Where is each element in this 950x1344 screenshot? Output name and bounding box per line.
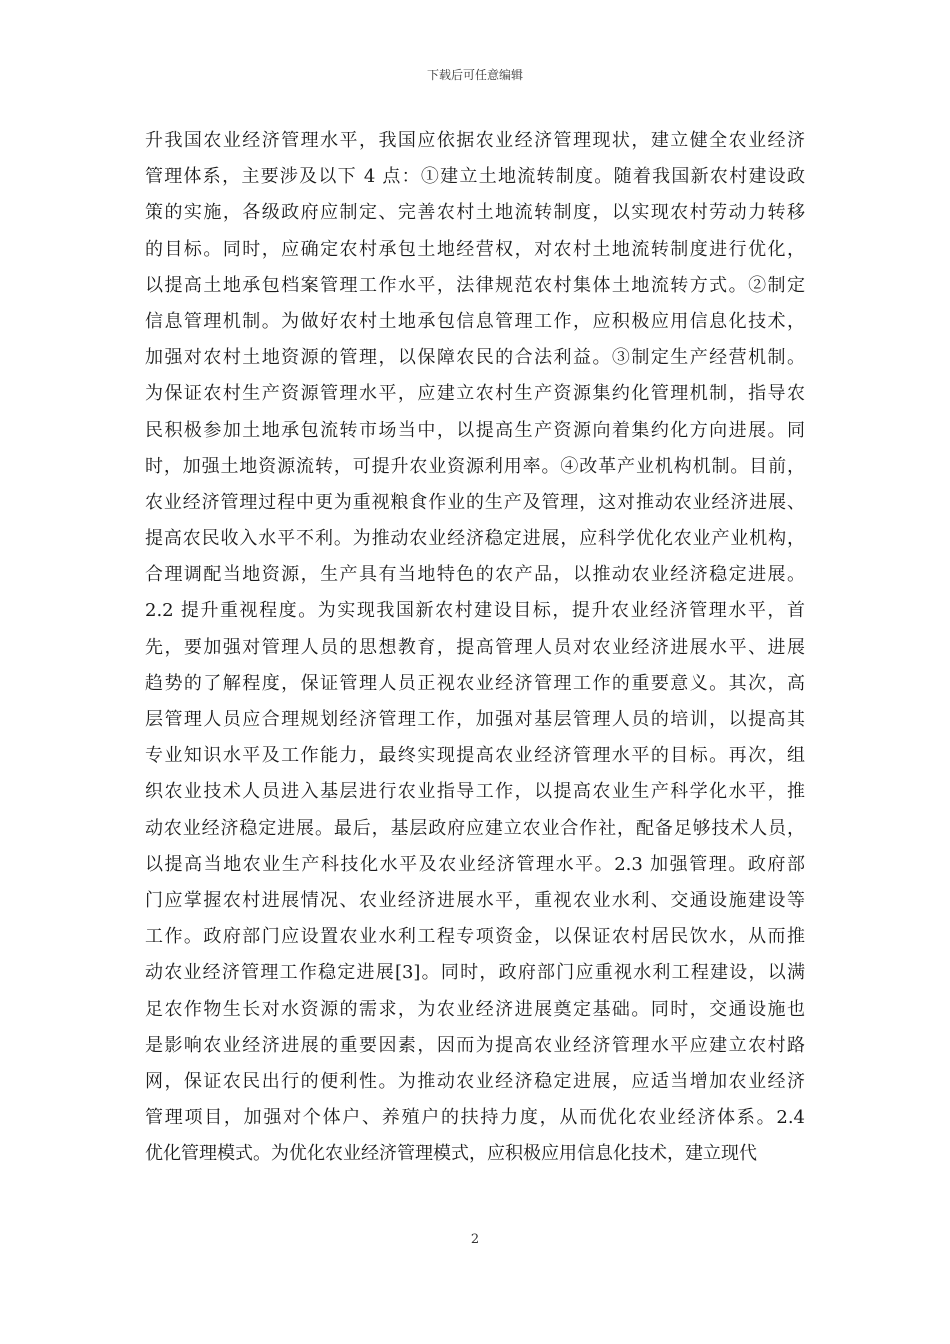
text-line: 是影响农业经济进展的重要因素，因而为提高农业经济管理水平应建立农村路 (145, 1034, 805, 1056)
text-line: 民积极参加土地承包流转市场当中，以提高生产资源向着集约化方向进展。同 (145, 419, 805, 441)
text-line: 优化管理模式。为优化农业经济管理模式，应积极应用信息化技术，建立现代 (145, 1143, 757, 1165)
text-line: 2.2 提升重视程度。为实现我国新农村建设目标，提升农业经济管理水平，首 (145, 600, 805, 622)
text-line: 管理项目，加强对个体户、养殖户的扶持力度，从而优化农业经济体系。2.4 (145, 1107, 805, 1129)
text-line: 足农作物生长对水资源的需求，为农业经济进展奠定基础。同时，交通设施也 (145, 998, 805, 1020)
text-line: 合理调配当地资源，生产具有当地特色的农产品，以推动农业经济稳定进展。 (145, 564, 805, 586)
text-line: 网，保证农民出行的便利性。为推动农业经济稳定进展，应适当增加农业经济 (145, 1070, 805, 1092)
text-line: 提高农民收入水平不利。为推动农业经济稳定进展，应科学优化农业产业机构， (145, 528, 805, 550)
text-line: 农业经济管理过程中更为重视粮食作业的生产及管理，这对推动农业经济进展、 (145, 491, 805, 513)
text-line: 趋势的了解程度，保证管理人员正视农业经济管理工作的重要意义。其次，高 (145, 672, 805, 694)
text-line: 工作。政府部门应设置农业水利工程专项资金，以保证农村居民饮水，从而推 (145, 926, 805, 948)
text-line: 管理体系，主要涉及以下 4 点：①建立土地流转制度。随着我国新农村建设政 (145, 166, 805, 188)
text-line: 信息管理机制。为做好农村土地承包信息管理工作，应积极应用信息化技术， (145, 310, 805, 332)
body-text (145, 123, 805, 1172)
text-line: 门应掌握农村进展情况、农业经济进展水平，重视农业水利、交通设施建设等 (145, 889, 805, 911)
text-line: 的目标。同时，应确定农村承包土地经营权，对农村土地流转制度进行优化， (145, 238, 805, 260)
page-header-note: 下载后可任意编辑 (426, 68, 523, 82)
text-line: 加强对农村土地资源的管理，以保障农民的合法利益。③制定生产经营机制。 (145, 347, 805, 369)
text-line: 动农业经济管理工作稳定进展[3]。同时，政府部门应重视水利工程建设，以满 (145, 962, 805, 984)
text-line: 先，要加强对管理人员的思想教育，提高管理人员对农业经济进展水平、进展 (145, 636, 805, 658)
text-line: 层管理人员应合理规划经济管理工作，加强对基层管理人员的培训，以提高其 (145, 709, 805, 730)
text-line: 以提高当地农业生产科技化水平及农业经济管理水平。2.3 加强管理。政府部 (145, 853, 805, 875)
text-line: 为保证农村生产资源管理水平，应建立农村生产资源集约化管理机制，指导农 (145, 383, 805, 405)
text-line: 动农业经济稳定进展。最后，基层政府应建立农业合作社，配备足够技术人员， (145, 817, 805, 839)
text-line: 时，加强土地资源流转，可提升农业资源利用率。④改革产业机构机制。目前， (145, 455, 805, 477)
text-line: 专业知识水平及工作能力，最终实现提高农业经济管理水平的目标。再次，组 (145, 745, 805, 767)
text-line: 升我国农业经济管理水平，我国应依据农业经济管理现状，建立健全农业经济 (145, 130, 805, 151)
page-number: 2 (470, 1232, 480, 1247)
text-line: 策的实施，各级政府应制定、完善农村土地流转制度，以实现农村劳动力转移 (145, 202, 805, 224)
text-line: 以提高土地承包档案管理工作水平，法律规范农村集体土地流转方式。②制定 (145, 274, 805, 296)
text-line: 织农业技术人员进入基层进行农业指导工作，以提高农业生产科学化水平，推 (145, 781, 805, 803)
